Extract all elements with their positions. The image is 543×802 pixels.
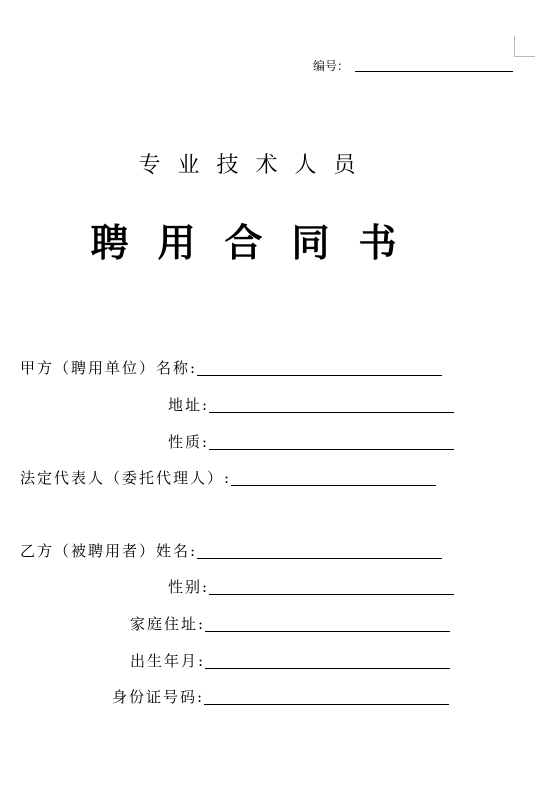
party-b-birth-date-field (130, 649, 450, 671)
party-b-id-number-input-line[interactable] (204, 704, 449, 705)
party-b-birth-date-label: 出生年月: (130, 652, 206, 670)
party-b-gender-input-line[interactable] (209, 594, 454, 595)
party-b-id-number-field (112, 685, 449, 707)
party-b-name-field (20, 539, 442, 561)
document-title: 聘用合同书 (90, 220, 426, 265)
party-a-representative-field (20, 466, 436, 488)
party-b-birth-date-input-line[interactable] (205, 668, 450, 669)
party-b-name-label: 乙方（被聘用者）姓名: (20, 542, 198, 560)
party-a-representative-input-line[interactable] (231, 485, 436, 486)
party-a-representative-label: 法定代表人（委托代理人）: (20, 469, 232, 487)
party-b-home-address-label: 家庭住址: (130, 615, 206, 633)
party-b-gender-field (168, 575, 454, 597)
document-subtitle: 专业技术人员 (138, 153, 373, 178)
party-a-address-label: 地址: (168, 396, 210, 414)
party-a-nature-label: 性质: (168, 433, 210, 451)
party-b-id-number-label: 身份证号码: (112, 688, 205, 706)
serial-number-input-line[interactable] (355, 71, 513, 72)
serial-number-field (313, 55, 513, 73)
party-b-name-input-line[interactable] (197, 558, 442, 559)
party-b-home-address-input-line[interactable] (205, 631, 450, 632)
party-a-nature-input-line[interactable] (209, 449, 454, 450)
party-a-address-input-line[interactable] (209, 412, 454, 413)
serial-number-label: 编号： (313, 59, 350, 73)
party-b-gender-label: 性别: (168, 578, 210, 596)
party-b-home-address-field (130, 612, 450, 634)
party-a-name-label: 甲方（聘用单位）名称: (20, 359, 198, 377)
page-corner-mark (514, 36, 535, 57)
party-a-name-field (20, 356, 442, 378)
party-a-nature-field (168, 430, 454, 452)
party-a-name-input-line[interactable] (197, 375, 442, 376)
party-a-address-field (168, 393, 454, 415)
